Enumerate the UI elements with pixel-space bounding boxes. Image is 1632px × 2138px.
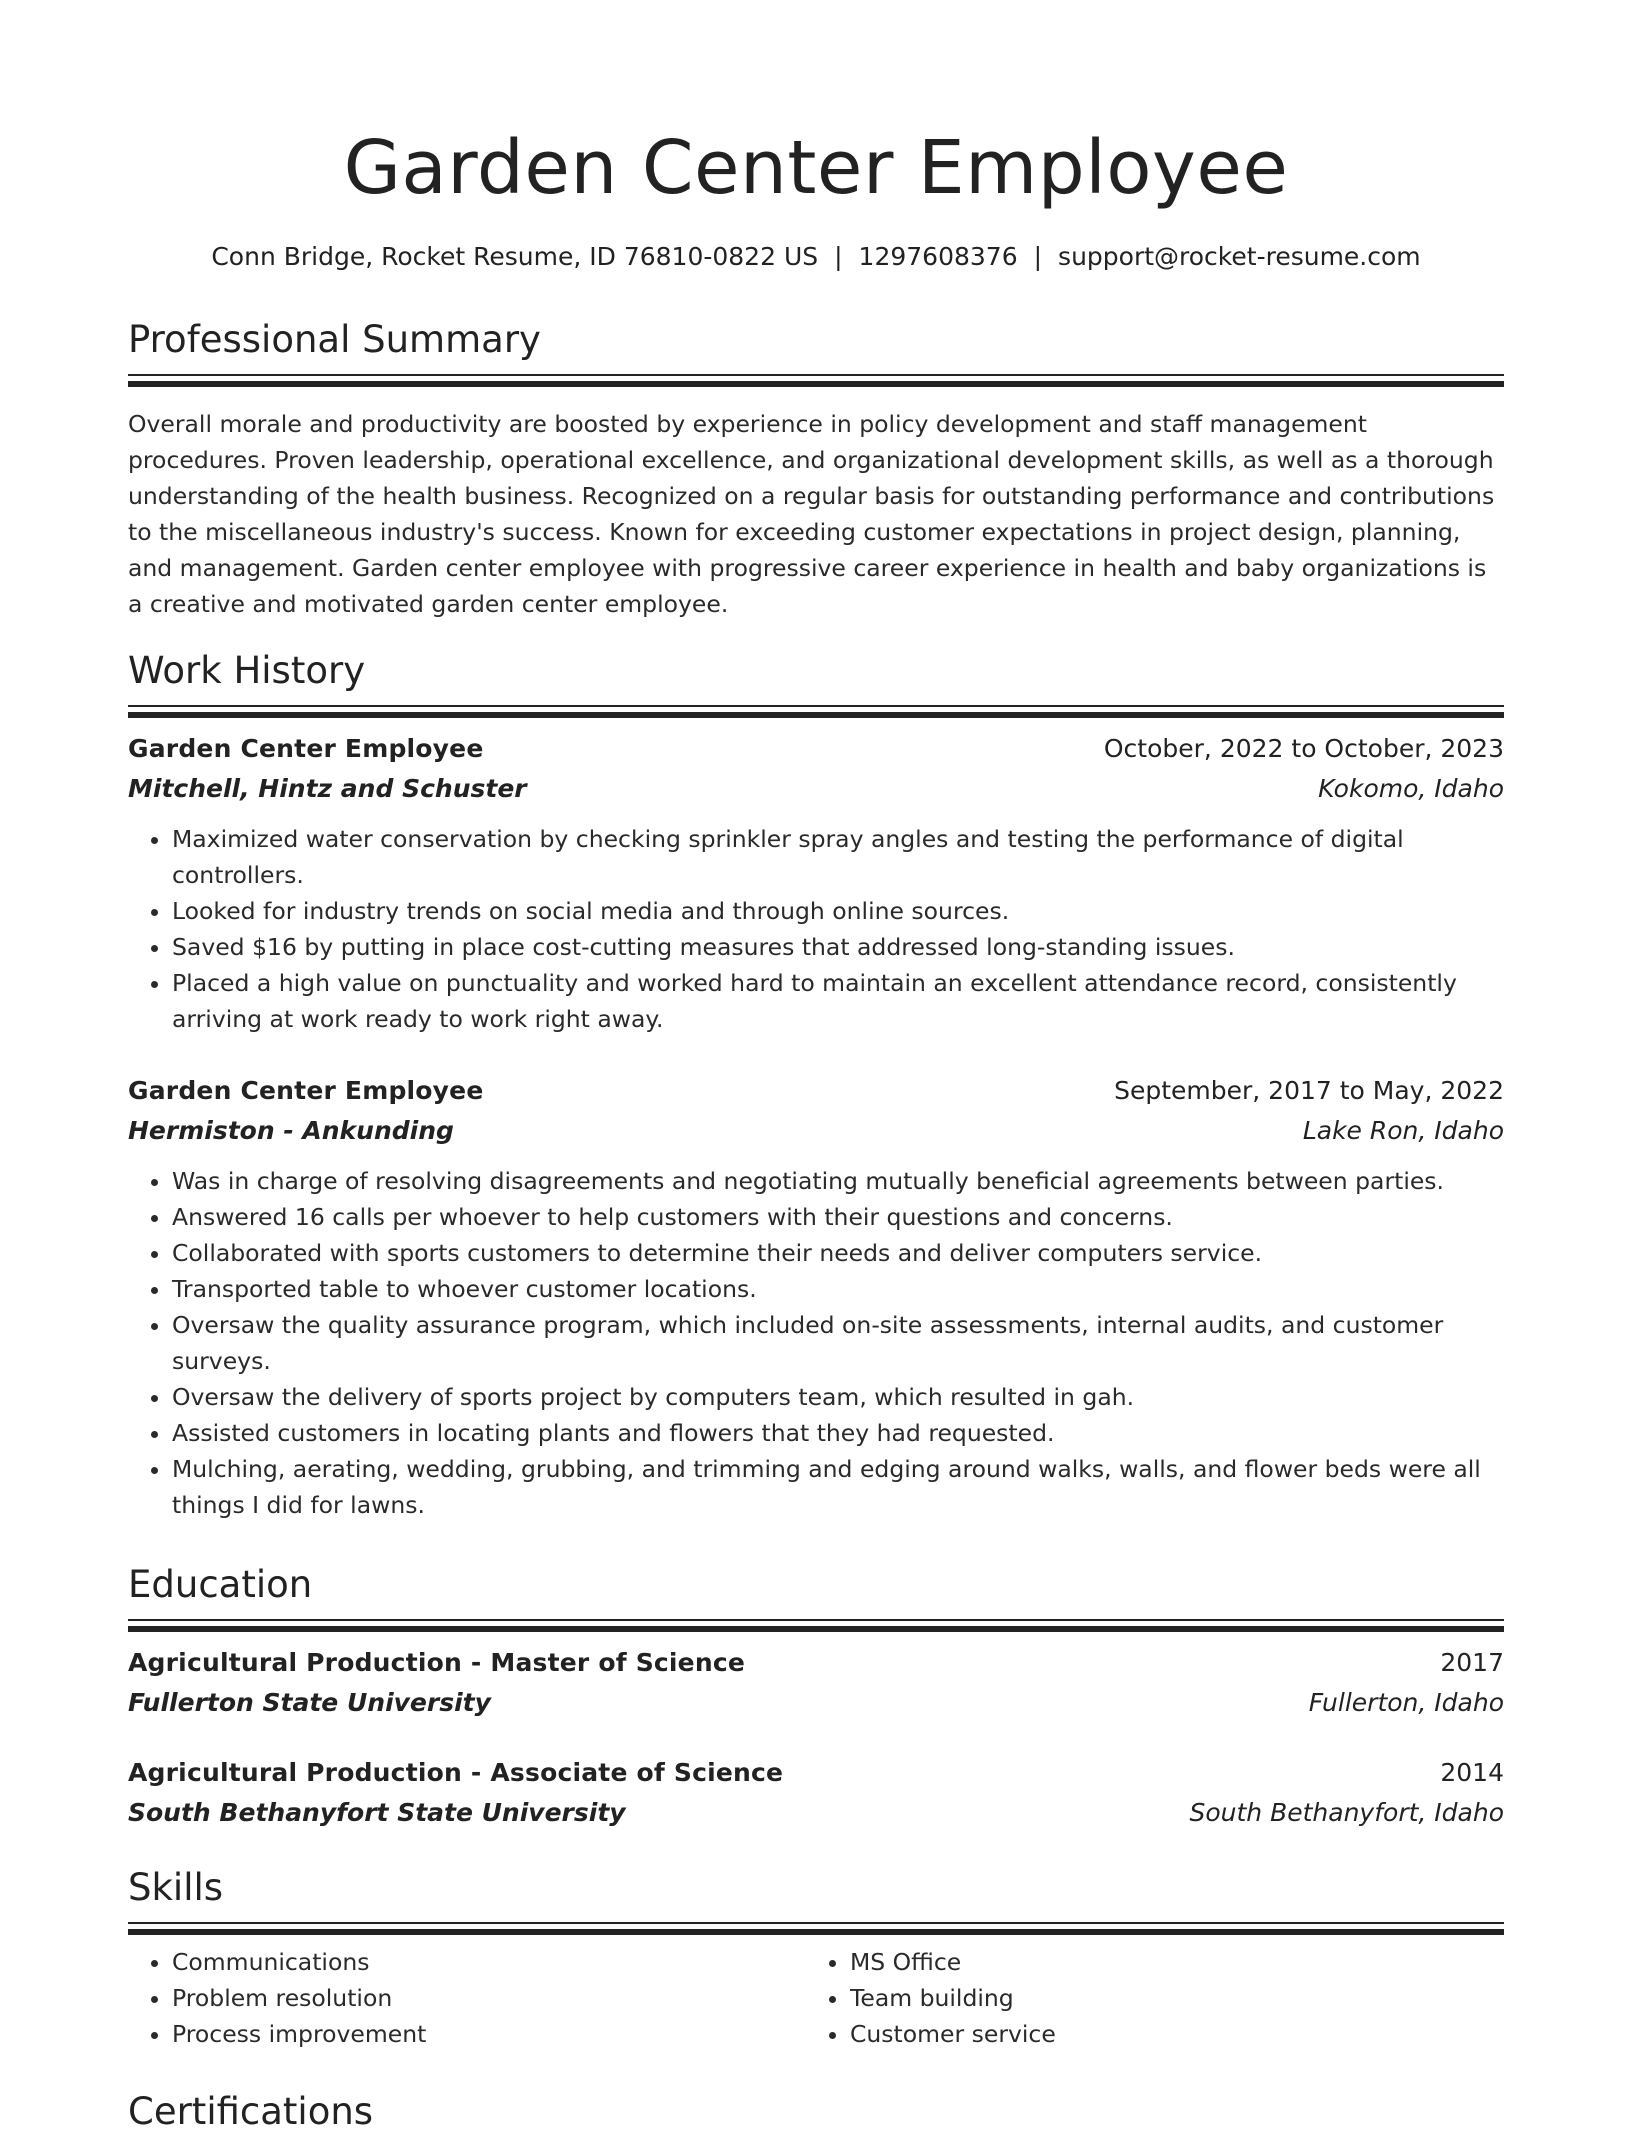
job-title: Garden Center Employee	[128, 734, 484, 763]
education-school: Fullerton State University	[128, 1688, 491, 1717]
contact-separator: |	[1033, 242, 1043, 271]
education-subheader	[128, 1793, 1504, 1833]
section-heading: Education	[128, 1563, 313, 1606]
job-dates: October, 2022 to October, 2023	[1103, 734, 1504, 763]
contact-address: Conn Bridge, Rocket Resume, ID 76810-0822 US	[211, 242, 819, 271]
job-company: Mitchell, Hintz and Schuster	[128, 774, 527, 803]
work-history-section	[128, 645, 1504, 1523]
summary-text: Overall morale and productivity are boosted by experience in policy development and staff management procedures. Proven leadership, operational excellence, and organizational development skills, as well as a thorough understanding of the health business. Recognized on a regular basis for outstanding performance and contributions to the miscellaneous industry's success. Known for exceeding customer expectations in project design, planning, and management. Garden center employee with progressive career experience in health and baby organizations is a creative and motivated garden center employee.	[128, 410, 1495, 618]
list-item: • Answered 16 calls per whoever to help customers with their questions and concerns.	[172, 1199, 1504, 1235]
job-header	[128, 1071, 1504, 1111]
list-item: • Mulching, aerating, wedding, grubbing, and trimming and edging around walks, walls, and flower beds were all things I did for lawns.	[172, 1451, 1504, 1523]
list-item: • Saved $16 by putting in place cost-cutting measures that addressed long-standing issues.	[172, 929, 1504, 965]
education-year: 2017	[1440, 1648, 1504, 1677]
job-subheader	[128, 769, 1504, 809]
education-section	[128, 1559, 1504, 1833]
job-subheader	[128, 1111, 1504, 1151]
skill-item: • Team building	[850, 1980, 1484, 2016]
skill-item: • MS Office	[850, 1944, 1484, 1980]
job-bullets	[128, 1163, 1504, 1523]
skills-list-right	[806, 1944, 1484, 2052]
list-item: • Placed a high value on punctuality and worked hard to maintain an excellent attendance record, consistently arriving at work ready to work right away.	[172, 965, 1504, 1037]
skills-section	[128, 1862, 1504, 2052]
section-rule	[128, 1922, 1504, 1936]
education-degree: Agricultural Production - Associate of Science	[128, 1758, 784, 1787]
contact-email[interactable]: support@rocket-resume.com	[1058, 242, 1421, 271]
education-header	[128, 1753, 1504, 1793]
skills-list-left	[128, 1944, 806, 2052]
job-entry	[128, 1071, 1504, 1523]
job-header	[128, 729, 1504, 769]
section-heading: Certifications	[128, 2090, 374, 2133]
education-school: South Bethanyfort State University	[128, 1798, 626, 1827]
education-location: South Bethanyfort, Idaho	[1189, 1798, 1504, 1827]
job-entry	[128, 729, 1504, 1037]
list-item: • Maximized water conservation by checking sprinkler spray angles and testing the performance of digital controllers.	[172, 821, 1504, 893]
job-company: Hermiston - Ankunding	[128, 1116, 454, 1145]
section-heading: Professional Summary	[128, 318, 541, 361]
education-entry	[128, 1753, 1504, 1833]
contact-separator: |	[834, 242, 843, 271]
job-title: Garden Center Employee	[128, 1076, 484, 1105]
section-rule	[128, 705, 1504, 719]
skill-item: • Communications	[172, 1944, 806, 1980]
list-item: • Looked for industry trends on social media and through online sources.	[172, 893, 1504, 929]
contact-phone: 1297608376	[858, 242, 1018, 271]
section-heading: Work History	[128, 649, 366, 692]
section-rule	[128, 374, 1504, 388]
education-location: Fullerton, Idaho	[1308, 1688, 1504, 1717]
education-degree: Agricultural Production - Master of Science	[128, 1648, 746, 1677]
list-item: • Oversaw the delivery of sports project by computers team, which resulted in gah.	[172, 1379, 1504, 1415]
list-item: • Transported table to whoever customer locations.	[172, 1271, 1504, 1307]
education-header	[128, 1643, 1504, 1683]
list-item: • Assisted customers in locating plants and flowers that they had requested.	[172, 1415, 1504, 1451]
job-location: Kokomo, Idaho	[1318, 774, 1504, 803]
job-location: Lake Ron, Idaho	[1302, 1116, 1504, 1145]
skill-item: • Process improvement	[172, 2016, 806, 2052]
job-bullets	[128, 821, 1504, 1037]
skill-item: • Customer service	[850, 2016, 1484, 2052]
list-item: • Oversaw the quality assurance program, which included on-site assessments, internal audits, and customer surveys.	[172, 1307, 1504, 1379]
skills-columns	[128, 1944, 1504, 2052]
section-rule	[128, 1619, 1504, 1633]
list-item: • Collaborated with sports customers to determine their needs and deliver computers service.	[172, 1235, 1504, 1271]
certifications-section	[128, 2086, 1504, 2138]
job-dates: September, 2017 to May, 2022	[1114, 1076, 1504, 1105]
education-year: 2014	[1440, 1758, 1504, 1787]
education-subheader	[128, 1683, 1504, 1723]
skill-item: • Problem resolution	[172, 1980, 806, 2016]
section-heading: Skills	[128, 1866, 224, 1909]
resume-name: Garden Center Employee	[343, 125, 1289, 211]
list-item: • Was in charge of resolving disagreements and negotiating mutually beneficial agreements between parties.	[172, 1163, 1504, 1199]
summary-section	[128, 314, 1504, 622]
contact-line	[128, 237, 1504, 277]
education-entry	[128, 1643, 1504, 1723]
